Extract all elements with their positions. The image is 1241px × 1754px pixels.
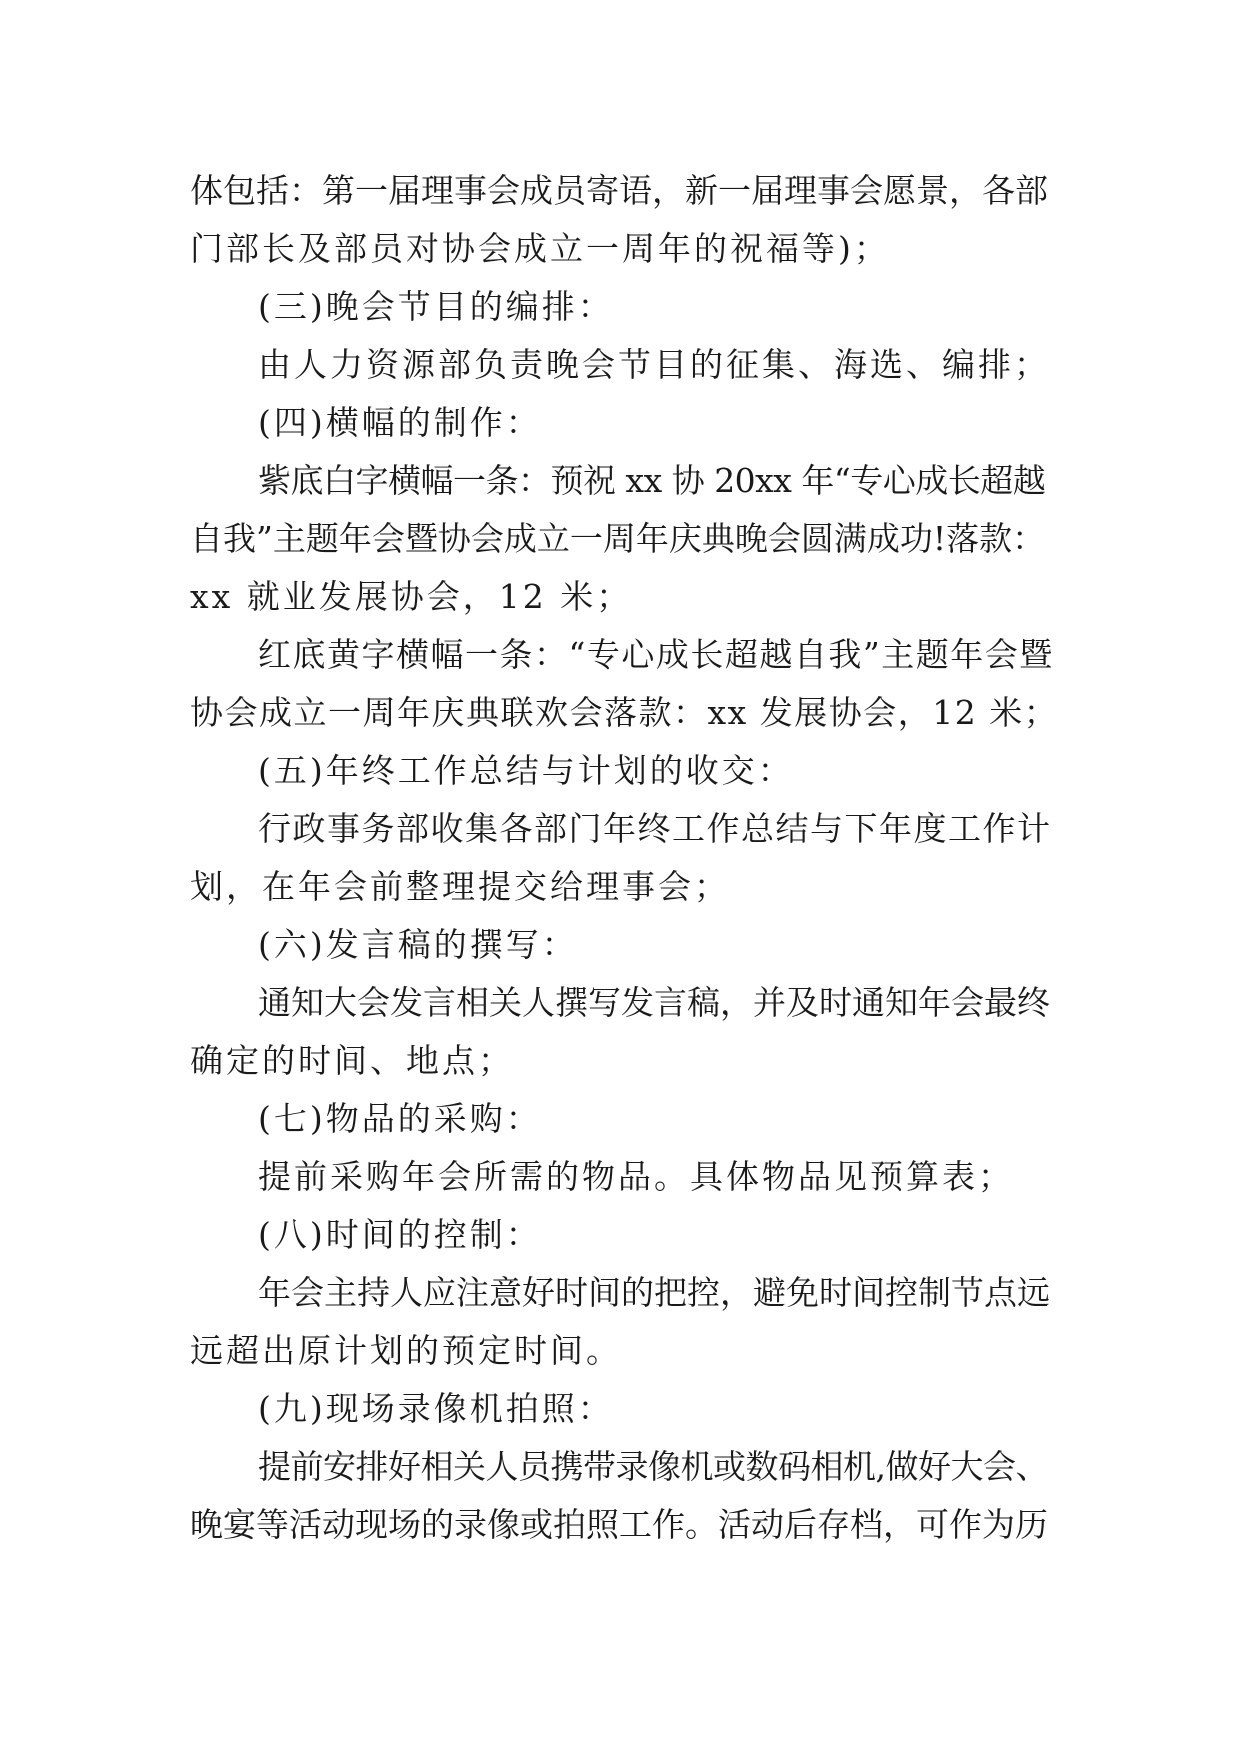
text-line: 体包括：第一届理事会成员寄语，新一届理事会愿景，各部	[190, 171, 1048, 210]
text-line: (六)发言稿的撰写：	[258, 925, 578, 964]
text-line: 自我”主题年会暨协会成立一周年庆典晚会圆满成功!落款：	[190, 519, 1046, 558]
text-line: 远超出原计划的预定时间。	[190, 1331, 622, 1370]
text-line: 行政事务部收集各部门年终工作总结与下年度工作计	[258, 809, 1052, 848]
document-body	[190, 162, 1058, 1554]
text-line: 红底黄字横幅一条：“专心成长超越自我”主题年会暨	[258, 635, 1054, 674]
text-line: 提前安排好相关人员携带录像机或数码相机,做好大会、	[258, 1447, 1048, 1486]
text-line: 年会主持人应注意好时间的把控，避免时间控制节点远	[258, 1273, 1050, 1312]
text-line: (五)年终工作总结与计划的收交：	[258, 751, 794, 790]
text-line: 确定的时间、地点；	[190, 1041, 514, 1080]
text-line: (八)时间的控制：	[258, 1215, 542, 1254]
text-line: (七)物品的采购：	[258, 1099, 542, 1138]
text-line: 紫底白字横幅一条：预祝 xx 协 20xx 年“专心成长超越	[258, 461, 1046, 500]
text-line: 协会成立一周年庆典联欢会落款：xx 发展协会，12 米；	[190, 693, 1059, 732]
text-line: (三)晚会节目的编排：	[258, 287, 614, 326]
text-line: 晚宴等活动现场的录像或拍照工作。活动后存档，可作为历	[190, 1505, 1048, 1544]
text-line: (四)横幅的制作：	[258, 403, 542, 442]
text-line: 划，在年会前整理提交给理事会；	[190, 867, 730, 906]
text-line: 提前采购年会所需的物品。具体物品见预算表；	[258, 1157, 1014, 1196]
text-line: xx 就业发展协会，12 米；	[190, 577, 633, 616]
text-line: 通知大会发言相关人撰写发言稿，并及时通知年会最终	[258, 983, 1050, 1022]
text-line: 门部长及部员对协会成立一周年的祝福等)；	[190, 229, 890, 268]
text-line: 由人力资源部负责晚会节目的征集、海选、编排；	[258, 345, 1050, 384]
text-line: (九)现场录像机拍照：	[258, 1389, 614, 1428]
